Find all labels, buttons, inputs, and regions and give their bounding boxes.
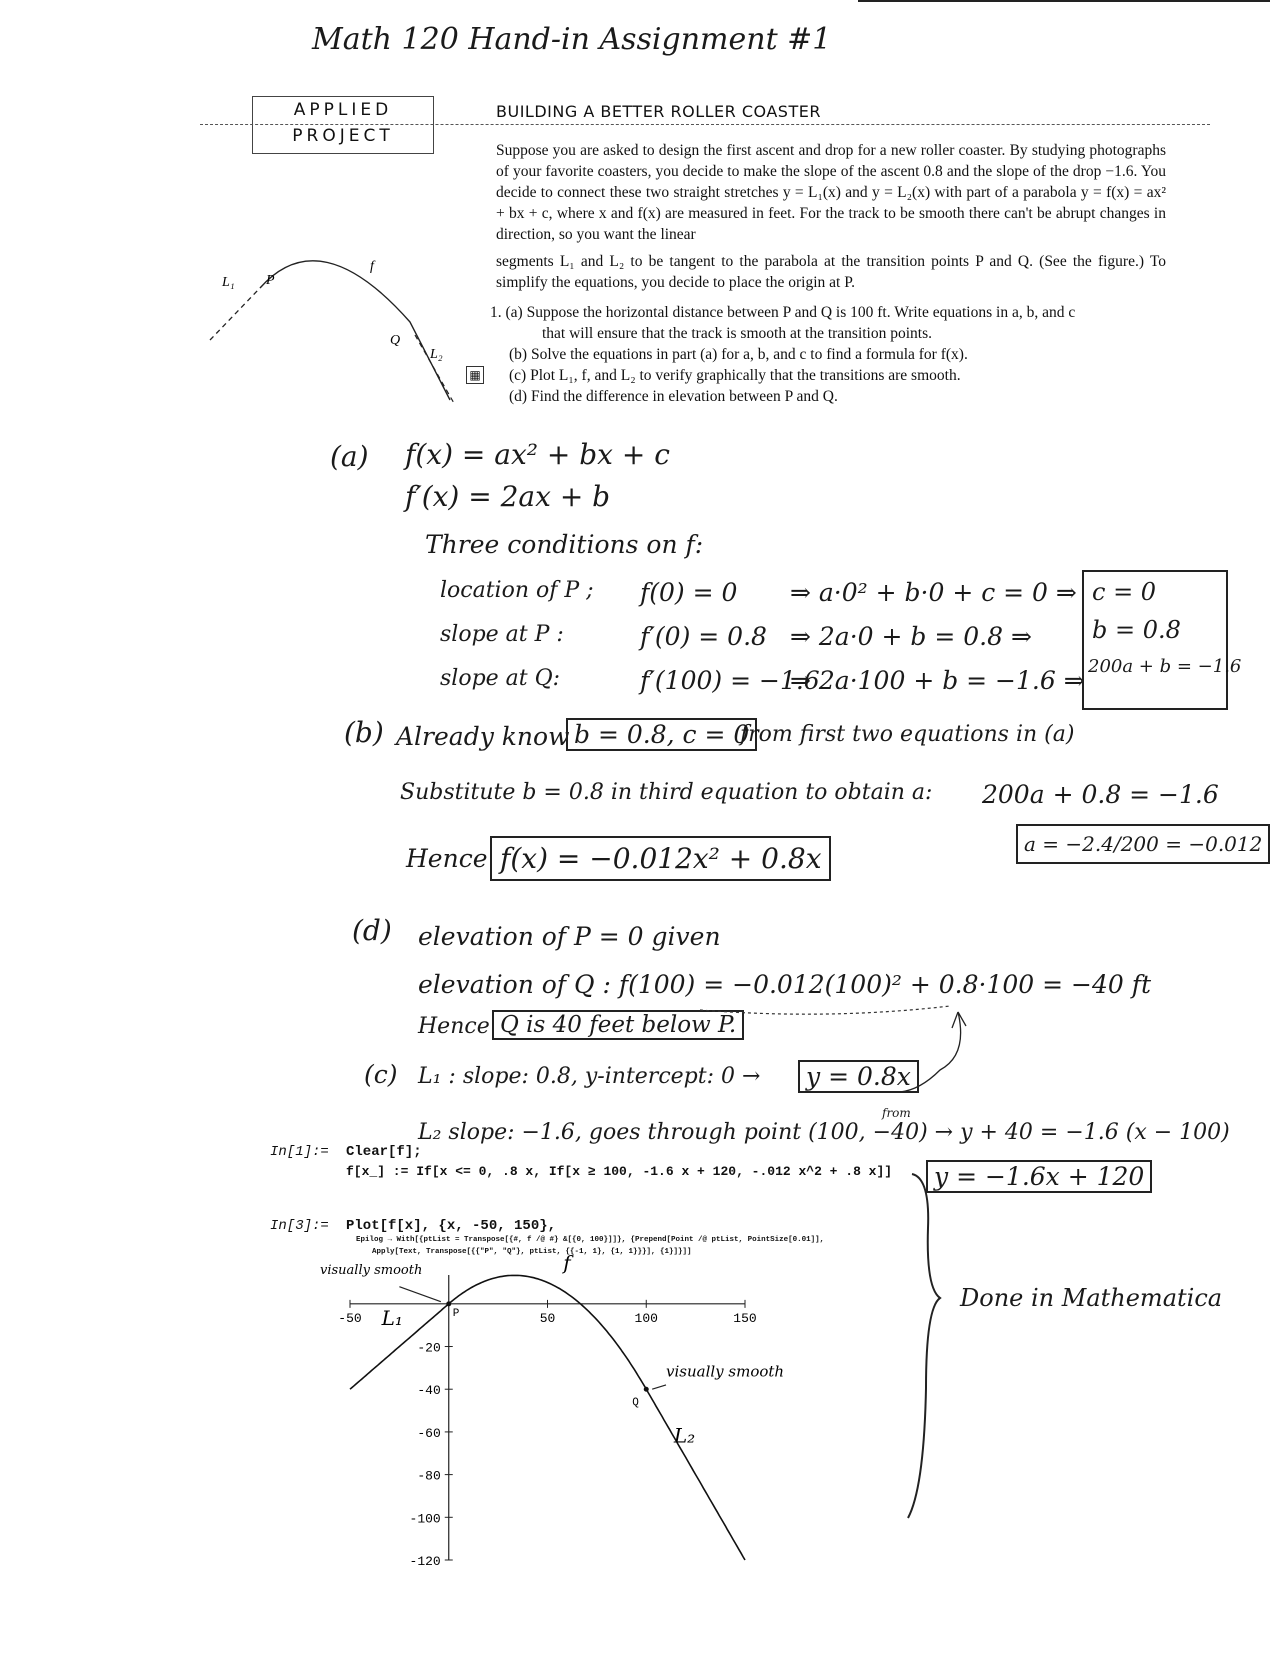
question-b: (b) Solve the equations in part (a) for a, b, and c to find a formula for f(x).	[509, 346, 968, 363]
x-tick-label: 50	[539, 1310, 556, 1326]
question-d: (d) Find the difference in elevation between P and Q.	[509, 388, 838, 405]
point-Q	[644, 1387, 649, 1392]
row-q-slope-cond: f′(100) = −1.6	[640, 666, 820, 695]
row-q-slope-eq: ⇒ 2a·100 + b = −1.6 ⇒	[790, 666, 1085, 695]
title-rule	[200, 124, 1210, 126]
intro-paragraph-1: Suppose you are asked to design the first ascent and drop for a new roller coaster. By studying photographs of your favorite coasters, you decide to make the slope of the ascent 0.8 and the slope of the drop −1.6. You decide to connect these two straight stretches y = L₁(x) and y = L₂(x) with part of a parabola y = f(x) = ax² + bx + c, where x and f(x) are measured in feet. For the track to be smooth there can't be abrupt changes in direction, so you want the linear	[496, 142, 1166, 243]
part-d-line1: elevation of P = 0 given	[418, 922, 721, 951]
applied-label-line2: PROJECT	[292, 126, 394, 146]
part-c-L1-box: y = 0.8x	[798, 1060, 919, 1093]
y-tick-label: -80	[417, 1468, 441, 1484]
result-a-eq: 200a + b = −1.6	[1088, 656, 1242, 677]
part-c-from: from	[882, 1106, 911, 1120]
row-p-location-cond: f(0) = 0	[640, 578, 738, 607]
point-label-P: P	[452, 1307, 460, 1320]
scan-artifact-top	[858, 0, 1270, 2]
handwritten-title: Math 120 Hand-in Assignment #1	[312, 22, 832, 57]
x-tick-label: -50	[338, 1310, 362, 1326]
y-tick-label: -120	[409, 1554, 441, 1569]
part-c-L2-box: y = −1.6x + 120	[926, 1160, 1152, 1193]
part-a-f: f(x) = ax² + bx + c	[405, 438, 670, 471]
part-a-label: (a)	[330, 440, 369, 473]
part-d-box: Q is 40 feet below P.	[492, 1010, 744, 1040]
part-d-line2: elevation of Q : f(100) = −0.012(100)² + 0.8·100 = −40 ft	[418, 970, 1152, 999]
x-tick-label: 100	[634, 1310, 658, 1326]
applied-label-line1: APPLIED	[293, 100, 393, 120]
in1-line1: Clear[f];	[346, 1144, 422, 1160]
point-P	[446, 1301, 451, 1306]
in1-prompt: In[1]:=	[270, 1144, 329, 1160]
part-b-label: (b)	[344, 716, 384, 749]
question-c: (c) Plot L₁, f, and L₂ to verify graphically that the transitions are smooth.	[509, 367, 961, 384]
part-d-arrow	[700, 1000, 970, 1110]
annotation-L2: L₂	[673, 1423, 696, 1448]
fig-label-L1: L₁	[222, 275, 235, 290]
part-d-label: (d)	[352, 914, 392, 947]
annotation-L1: L₁	[381, 1306, 403, 1331]
part-b-a-box: a = −2.4/200 = −0.012	[1016, 824, 1270, 864]
results-box	[1082, 570, 1242, 710]
y-tick-label: -100	[409, 1511, 441, 1527]
part-b-hence: Hence	[406, 844, 488, 873]
part-b-known-box: b = 0.8, c = 0	[566, 718, 757, 751]
coaster-figure	[200, 240, 470, 410]
part-a-fprime: f′(x) = 2ax + b	[405, 480, 611, 513]
question-a-line1: 1. (a) Suppose the horizontal distance between P and Q is 100 ft. Write equations in a, b, and c	[490, 304, 1076, 321]
point-label-Q: Q	[632, 1397, 639, 1410]
annotation-visually-smooth-1: visually smooth	[320, 1262, 423, 1278]
fig-label-L2: L₂	[430, 347, 443, 362]
result-c: c = 0	[1092, 578, 1157, 606]
part-d-hence: Hence	[418, 1014, 490, 1039]
in3-line1: Plot[f[x], {x, -50, 150},	[346, 1218, 557, 1234]
graph-icon: ▦	[466, 366, 484, 384]
part-a-conditions: Three conditions on f:	[425, 530, 704, 559]
row-p-location-eq: ⇒ a·0² + b·0 + c = 0 ⇒	[790, 578, 1077, 607]
result-b: b = 0.8	[1092, 616, 1181, 644]
in3-line3: Apply[Text, Transpose[{{"P", "Q"}, ptList, {{-1, 1}, {1, 1}}}], {1}]}]]	[372, 1248, 692, 1256]
part-c-L2: L₂ slope: −1.6, goes through point (100, −40) → y + 40 = −1.6 (x − 100)	[418, 1120, 1230, 1145]
row-q-slope-name: slope at Q:	[440, 666, 561, 691]
part-b-equation: 200a + 0.8 = −1.6	[982, 780, 1219, 809]
fig-label-P: P	[266, 273, 275, 288]
in3-prompt: In[3]:=	[270, 1218, 329, 1234]
in3-line2: Epilog → With[{ptList = Transpose[{#, f /@ #} &[{0, 100}]]}, {Prepend[Point /@ ptList, PointSize[0.01]],	[356, 1236, 825, 1244]
done-note: Done in Mathematica	[960, 1284, 1223, 1312]
part-c-L1: L₁ : slope: 0.8, y-intercept: 0 →	[418, 1064, 761, 1089]
right-brace	[900, 1168, 960, 1528]
row-p-slope-name: slope at P :	[440, 622, 564, 647]
part-b-substitute: Substitute b = 0.8 in third equation to obtain a:	[400, 780, 933, 805]
y-tick-label: -40	[417, 1383, 441, 1399]
questions	[490, 302, 1170, 407]
part-b-fx-box: f(x) = −0.012x² + 0.8x	[490, 836, 831, 881]
in1-line2: f[x_] := If[x <= 0, .8 x, If[x ≥ 100, -1.6 x + 120, -.012 x^2 + .8 x]]	[346, 1164, 893, 1179]
x-tick-label: 150	[733, 1310, 757, 1326]
row-p-slope-cond: f′(0) = 0.8	[640, 622, 767, 651]
annotation-f: f	[563, 1250, 571, 1275]
row-p-location-name: location of P ;	[440, 578, 594, 603]
y-tick-label: -20	[417, 1340, 441, 1356]
part-b-post: from first two equations in (a)	[740, 722, 1075, 747]
y-tick-label: -60	[417, 1425, 441, 1441]
annotation-visually-smooth-2: visually smooth	[666, 1362, 785, 1381]
arrow-visually-smooth-1	[399, 1287, 440, 1302]
question-a-line2: that will ensure that the track is smooth at the transition points.	[542, 325, 933, 342]
row-p-slope-eq: ⇒ 2a·0 + b = 0.8 ⇒	[790, 622, 1032, 651]
fig-label-f: f	[370, 259, 374, 274]
part-c-label: (c)	[364, 1060, 398, 1089]
fig-label-Q: Q	[390, 333, 401, 348]
intro-paragraph-2: segments L₁ and L₂ to be tangent to the parabola at the transition points P and Q. (See the figure.) To simplify the equations, you decide to place the origin at P.	[496, 253, 1166, 291]
intro-text	[496, 140, 1166, 299]
arrow-visually-smooth-2	[652, 1385, 666, 1389]
part-b-pre: Already know	[396, 722, 570, 751]
section-title: BUILDING A BETTER ROLLER COASTER	[496, 102, 821, 121]
